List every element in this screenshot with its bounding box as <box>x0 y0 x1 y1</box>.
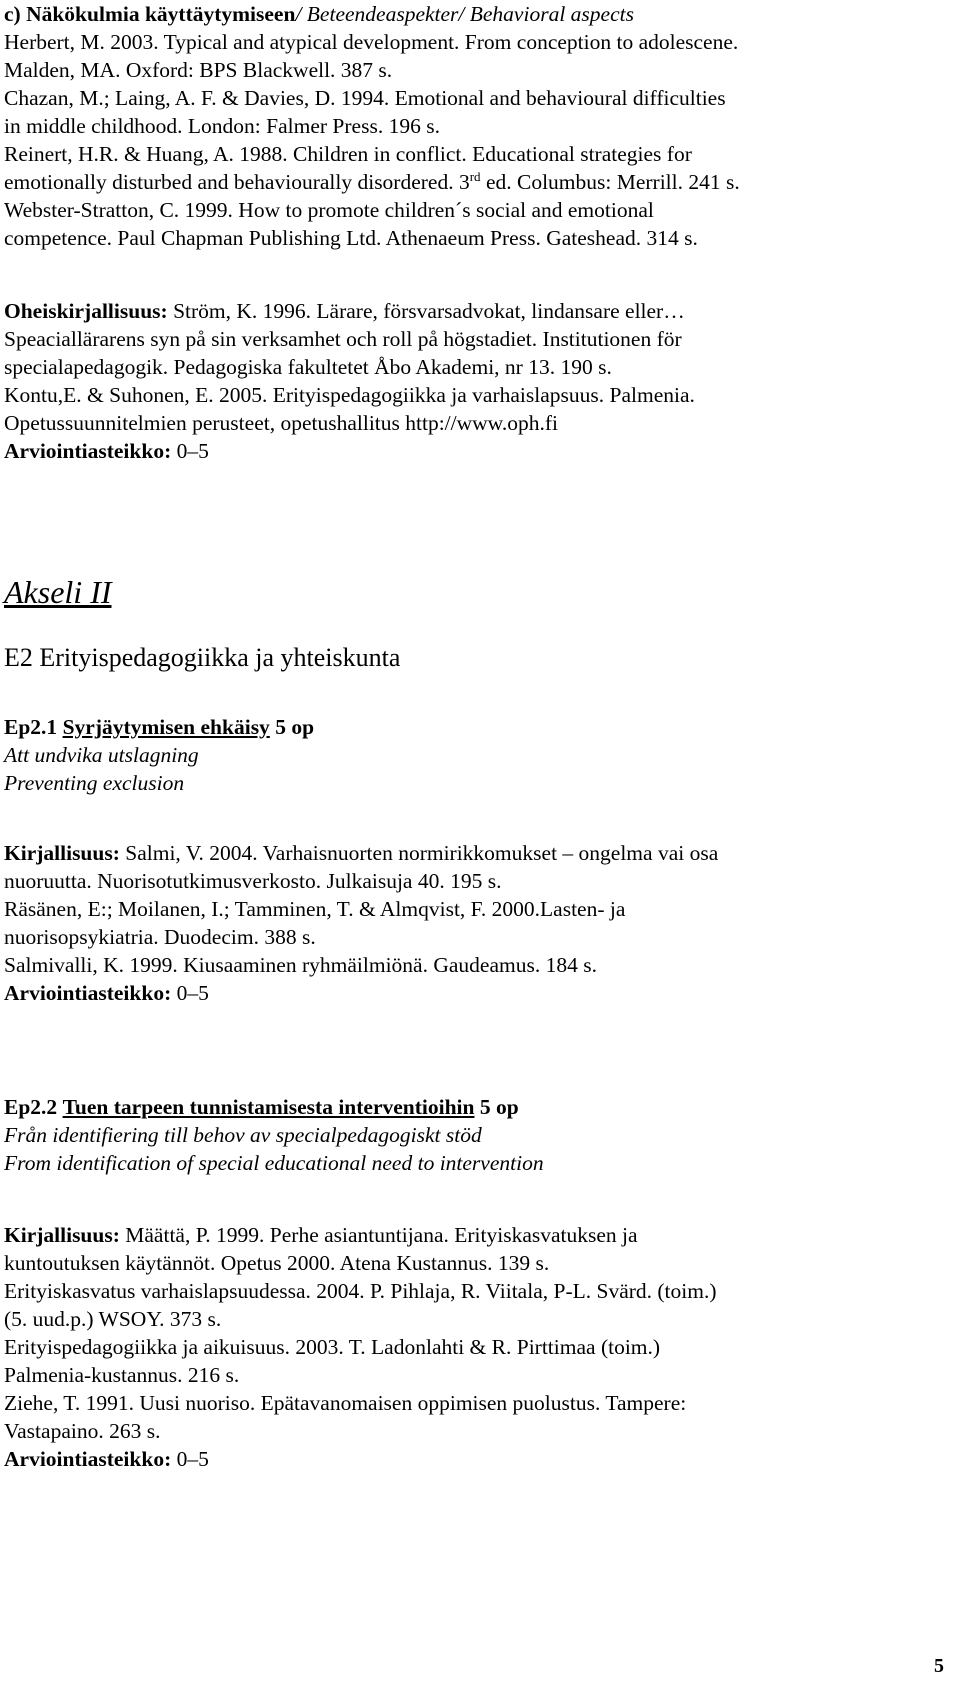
reference-text: emotionally disturbed and behaviourally disordered. 3 <box>4 170 470 194</box>
supplementary-label: Oheiskirjallisuus: <box>4 299 168 323</box>
reference-line: Chazan, M.; Laing, A. F. & Davies, D. 1994. Emotional and behavioural difficulties <box>4 86 726 110</box>
supplementary-literature <box>4 297 695 465</box>
reference-line: Speaciallärarens syn på sin verksamhet och roll på högstadiet. Institutionen för <box>4 327 682 351</box>
rating-value: 0–5 <box>171 439 209 463</box>
course-title-swedish: Från identifiering till behov av specialpedagogiskt stöd <box>4 1123 482 1147</box>
section-c-heading-slash: / <box>295 2 307 26</box>
course-title-line <box>4 1093 544 1121</box>
section-c-heading <box>4 0 740 28</box>
course-title: Syrjäytymisen ehkäisy <box>62 715 270 739</box>
course-title-english: Preventing exclusion <box>4 771 185 795</box>
reference-line: nuoruutta. Nuorisotutkimusverkosto. Julkaisuja 40. 195 s. <box>4 869 502 893</box>
reference-line: Räsänen, E:; Moilanen, I.; Tamminen, T. & Almqvist, F. 2000.Lasten- ja <box>4 897 626 921</box>
course-credits: 5 op <box>275 715 315 739</box>
reference-line: Herbert, M. 2003. Typical and atypical development. From conception to adolescene. <box>4 30 739 54</box>
literature-label: Kirjallisuus: <box>4 1223 120 1247</box>
ordinal-superscript: rd <box>469 168 481 184</box>
course-title-swedish: Att undvika utslagning <box>4 743 199 767</box>
course-title-line <box>4 713 314 741</box>
reference-line <box>4 1221 717 1249</box>
rating-line <box>4 1445 717 1473</box>
reference-line <box>4 839 718 867</box>
reference-line: Kontu,E. & Suhonen, E. 2005. Erityispedagogiikka ja varhaislapsuus. Palmenia. <box>4 383 695 407</box>
reference-line: in middle childhood. London: Falmer Press. 196 s. <box>4 114 440 138</box>
reference-line: Salmivalli, K. 1999. Kiusaaminen ryhmäilmiönä. Gaudeamus. 184 s. <box>4 953 597 977</box>
course-code: Ep2.1 <box>4 715 58 739</box>
reference-line: kuntoutuksen käytännöt. Opetus 2000. Atena Kustannus. 139 s. <box>4 1251 550 1275</box>
reference-line: (5. uud.p.) WSOY. 373 s. <box>4 1307 222 1331</box>
rating-value: 0–5 <box>171 1447 209 1471</box>
reference-text: Ström, K. 1996. Lärare, försvarsadvokat, lindansare eller… <box>167 299 685 323</box>
course-credits: 5 op <box>479 1095 519 1119</box>
axis-title: Akseli II <box>4 574 112 610</box>
reference-line: Erityiskasvatus varhaislapsuudessa. 2004. P. Pihlaja, R. Viitala, P-L. Svärd. (toim.) <box>4 1279 717 1303</box>
rating-line <box>4 437 695 465</box>
reference-line: Vastapaino. 263 s. <box>4 1419 161 1443</box>
page-number: 5 <box>934 1655 944 1677</box>
rating-value: 0–5 <box>171 981 209 1005</box>
course-title: Tuen tarpeen tunnistamisesta interventioihin <box>62 1095 475 1119</box>
section-c-heading-italic: Beteendeaspekter/ Behavioral aspects <box>306 2 634 26</box>
reference-line: competence. Paul Chapman Publishing Ltd. Athenaeum Press. Gateshead. 314 s. <box>4 226 698 250</box>
reference-line: Erityispedagogiikka ja aikuisuus. 2003. T. Ladonlahti & R. Pirttimaa (toim.) <box>4 1335 661 1359</box>
reference-text: Määttä, P. 1999. Perhe asiantuntijana. Erityiskasvatuksen ja <box>119 1223 638 1247</box>
reference-line: Malden, MA. Oxford: BPS Blackwell. 387 s. <box>4 58 393 82</box>
reference-line: Opetussuunnitelmien perusteet, opetushallitus http://www.oph.fi <box>4 411 558 435</box>
axis-heading-block <box>4 572 112 612</box>
section-c-heading-label: c) Näkökulmia käyttäytymiseen <box>4 2 296 26</box>
reference-line: Reinert, H.R. & Huang, A. 1988. Children in conflict. Educational strategies for <box>4 142 692 166</box>
course-ep21 <box>4 713 314 797</box>
reference-text: ed. Columbus: Merrill. 241 s. <box>480 170 740 194</box>
axis-subtitle-block <box>4 642 400 674</box>
literature-label: Kirjallisuus: <box>4 841 120 865</box>
reference-line: specialapedagogik. Pedagogiska fakultetet Åbo Akademi, nr 13. 190 s. <box>4 355 612 379</box>
reference-text: Salmi, V. 2004. Varhaisnuorten normirikkomukset – ongelma vai osa <box>119 841 719 865</box>
course-title-english: From identification of special educational need to intervention <box>4 1151 544 1175</box>
reference-line: Palmenia-kustannus. 216 s. <box>4 1363 240 1387</box>
reference-line <box>4 168 740 196</box>
course-code: Ep2.2 <box>4 1095 58 1119</box>
rating-label: Arviointiasteikko: <box>4 439 172 463</box>
course-ep22-literature <box>4 1221 717 1473</box>
rating-label: Arviointiasteikko: <box>4 981 172 1005</box>
axis-subtitle: E2 Erityispedagogiikka ja yhteiskunta <box>4 643 401 672</box>
course-ep21-literature <box>4 839 718 1007</box>
rating-line <box>4 979 718 1007</box>
reference-line: Ziehe, T. 1991. Uusi nuoriso. Epätavanomaisen oppimisen puolustus. Tampere: <box>4 1391 687 1415</box>
reference-line: nuorisopsykiatria. Duodecim. 388 s. <box>4 925 316 949</box>
reference-line <box>4 297 695 325</box>
rating-label: Arviointiasteikko: <box>4 1447 172 1471</box>
reference-line: Webster-Stratton, C. 1999. How to promote children´s social and emotional <box>4 198 654 222</box>
course-ep22 <box>4 1093 544 1177</box>
section-c <box>4 0 740 252</box>
